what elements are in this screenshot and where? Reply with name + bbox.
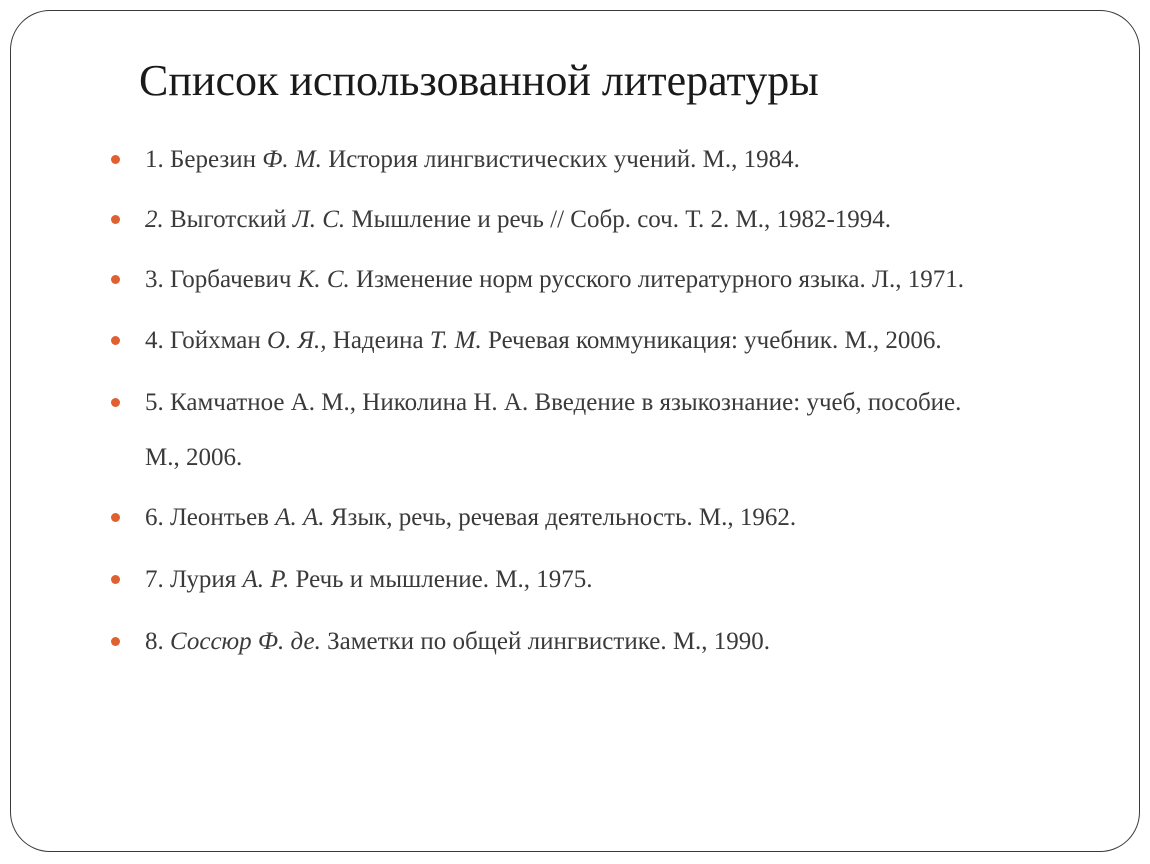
ref-text: История лингвистических учений. М., 1984. bbox=[328, 146, 800, 173]
ref-author: Выготский bbox=[170, 206, 287, 233]
ref-author: Гойхман bbox=[170, 327, 261, 354]
ref-initials: К. С. bbox=[297, 266, 350, 293]
reference-item-8 bbox=[145, 614, 1105, 669]
reference-item-5 bbox=[145, 375, 1105, 485]
ref-coauthor-initials: Т. М. bbox=[429, 327, 482, 354]
ref-text-line1: Камчатное А. М., Николина Н. А. Введение в языкознание: учеб, пособие. bbox=[170, 389, 962, 416]
ref-initials: Ф. М. bbox=[262, 146, 322, 173]
ref-text: Мышление и речь // Собр. соч. Т. 2. М., 1982-1994. bbox=[351, 206, 892, 233]
ref-author-italic: Соссюр Ф. де. bbox=[170, 628, 321, 655]
reference-item-3 bbox=[145, 252, 1105, 307]
ref-number: 5. bbox=[145, 389, 164, 416]
ref-text: Речевая коммуникация: учебник. М., 2006. bbox=[488, 327, 942, 354]
ref-number: 2. bbox=[145, 206, 164, 233]
reference-list bbox=[11, 11, 1139, 851]
ref-text: Язык, речь, речевая деятельность. М., 1962. bbox=[330, 504, 797, 531]
ref-number: 8. bbox=[145, 628, 164, 655]
ref-author: Горбачевич bbox=[170, 266, 292, 293]
reference-item-7 bbox=[145, 552, 1105, 607]
slide-frame bbox=[10, 10, 1140, 852]
ref-number: 6. bbox=[145, 504, 164, 531]
bullet-icon bbox=[111, 215, 120, 224]
ref-number: 7. bbox=[145, 566, 164, 593]
bullet-icon bbox=[111, 575, 120, 584]
ref-text-line2: М., 2006. bbox=[145, 444, 243, 471]
reference-item-2 bbox=[145, 192, 1105, 247]
bullet-icon bbox=[111, 637, 120, 646]
slide-title: Список использованной литературы bbox=[139, 56, 819, 105]
ref-text: Речь и мышление. М., 1975. bbox=[295, 566, 593, 593]
ref-initials: А. Р. bbox=[242, 566, 290, 593]
ref-number: 3. bbox=[145, 266, 164, 293]
reference-item-1 bbox=[145, 132, 1105, 187]
bullet-icon bbox=[111, 513, 120, 522]
reference-item-4 bbox=[145, 313, 1105, 368]
ref-number: 4. bbox=[145, 327, 164, 354]
ref-initials: А. А. bbox=[275, 504, 325, 531]
ref-number: 1. bbox=[145, 146, 164, 173]
bullet-icon bbox=[111, 275, 120, 284]
bullet-icon bbox=[111, 336, 120, 345]
ref-initials: О. Я., bbox=[267, 327, 327, 354]
bullet-icon bbox=[111, 398, 120, 407]
ref-coauthor: Надеина bbox=[332, 327, 424, 354]
ref-author: Березин bbox=[170, 146, 256, 173]
bullet-icon bbox=[111, 155, 120, 164]
ref-initials: Л. С. bbox=[292, 206, 346, 233]
ref-text: Заметки по общей лингвистике. М., 1990. bbox=[327, 628, 771, 655]
ref-text: Изменение норм русского литературного языка. Л., 1971. bbox=[356, 266, 964, 293]
ref-author: Леонтьев bbox=[170, 504, 269, 531]
reference-item-6 bbox=[145, 490, 1105, 545]
ref-author: Лурия bbox=[170, 566, 237, 593]
